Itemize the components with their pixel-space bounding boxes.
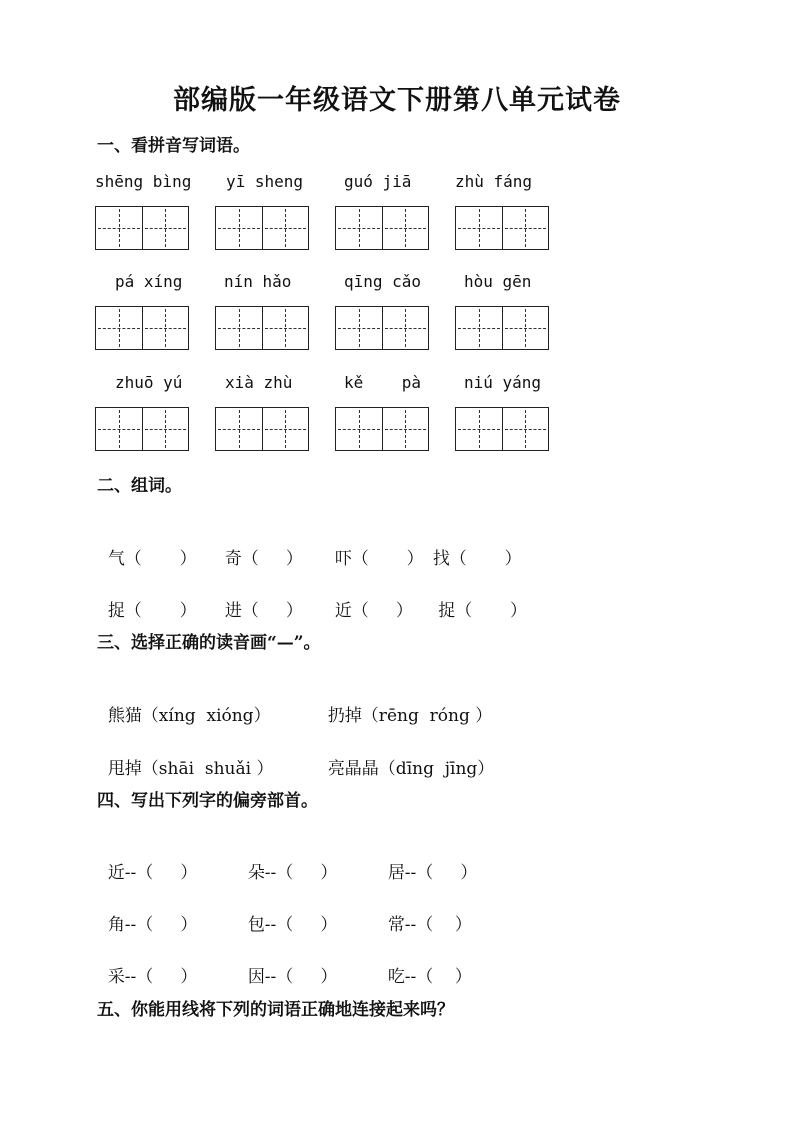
- pinyin-3-4: niú yáng: [464, 373, 542, 392]
- bushou-item[interactable]: 居--（ ）: [387, 863, 478, 883]
- zuci-item[interactable]: 捉（ ）: [432, 601, 528, 621]
- writing-grid[interactable]: [215, 306, 309, 350]
- pinyin-3-3: kě pà: [344, 373, 422, 392]
- writing-grid[interactable]: [215, 206, 309, 250]
- writing-grid[interactable]: [335, 206, 429, 250]
- bushou-item[interactable]: 吃--（ ）: [387, 967, 472, 987]
- zuci-row-1: [97, 524, 522, 569]
- section-1-heading: 一、看拼音写词语。: [97, 136, 250, 156]
- writing-grid[interactable]: [335, 407, 429, 451]
- writing-grid[interactable]: [335, 306, 429, 350]
- writing-grid[interactable]: [455, 306, 549, 350]
- bushou-item[interactable]: 角--（ ）: [107, 915, 198, 935]
- section-3-heading: 三、选择正确的读音画“—”。: [97, 633, 321, 653]
- writing-grid[interactable]: [455, 407, 549, 451]
- zuci-item[interactable]: 近（ ）: [334, 601, 413, 621]
- pinyin-3-1: zhuō yú: [115, 373, 183, 392]
- zuci-item[interactable]: 气（ ）: [107, 549, 197, 569]
- bushou-item[interactable]: 采--（ ）: [107, 967, 198, 987]
- bushou-item[interactable]: 包--（ ）: [247, 915, 338, 935]
- writing-grid[interactable]: [215, 407, 309, 451]
- zuci-row-2: [97, 576, 527, 621]
- pinyin-1-3: guó jiā: [344, 172, 412, 191]
- section-2-heading: 二、组词。: [97, 476, 182, 496]
- duyin-item[interactable]: 亮晶晶（dīng jīng）: [327, 759, 495, 779]
- zuci-item[interactable]: 奇（ ）: [224, 549, 303, 569]
- section-5-heading: 五、你能用线将下列的词语正确地连接起来吗？: [97, 1000, 454, 1020]
- pinyin-2-1: pá xíng: [115, 272, 183, 291]
- pinyin-1-1: shēng bìng: [95, 172, 192, 191]
- writing-grid[interactable]: [95, 407, 189, 451]
- bushou-item[interactable]: 近--（ ）: [107, 863, 198, 883]
- page-title: 部编版一年级语文下册第八单元试卷: [173, 85, 621, 116]
- bushou-row-2: [97, 890, 472, 935]
- section-4-heading: 四、写出下列字的偏旁部首。: [97, 791, 318, 811]
- writing-grid[interactable]: [95, 206, 189, 250]
- writing-grid[interactable]: [95, 306, 189, 350]
- writing-grid[interactable]: [455, 206, 549, 250]
- bushou-row-1: [97, 838, 477, 883]
- duyin-item[interactable]: 扔掉（rēng róng ）: [327, 706, 493, 726]
- bushou-item[interactable]: 常--（ ）: [387, 915, 472, 935]
- bushou-row-3: [97, 942, 472, 987]
- zuci-item[interactable]: 吓（ ）: [334, 549, 424, 569]
- zuci-item[interactable]: 捉（ ）: [107, 601, 197, 621]
- pinyin-3-2: xià zhù: [225, 373, 293, 392]
- pinyin-2-4: hòu gēn: [464, 272, 532, 291]
- pinyin-2-3: qīng cǎo: [344, 272, 422, 291]
- pinyin-1-2: yī sheng: [226, 172, 304, 191]
- pinyin-2-2: nín hǎo: [224, 272, 292, 291]
- zuci-item[interactable]: 进（ ）: [224, 601, 303, 621]
- bushou-item[interactable]: 朵--（ ）: [247, 863, 338, 883]
- duyin-row-2: [97, 734, 494, 779]
- duyin-item[interactable]: 熊猫（xíng xióng）: [107, 706, 271, 726]
- bushou-item[interactable]: 因--（ ）: [247, 967, 338, 987]
- pinyin-1-4: zhù fáng: [455, 172, 533, 191]
- zuci-item[interactable]: 找（ ）: [432, 549, 522, 569]
- duyin-item[interactable]: 甩掉（shāi shuǎi ）: [107, 759, 274, 779]
- duyin-row-1: [97, 681, 492, 726]
